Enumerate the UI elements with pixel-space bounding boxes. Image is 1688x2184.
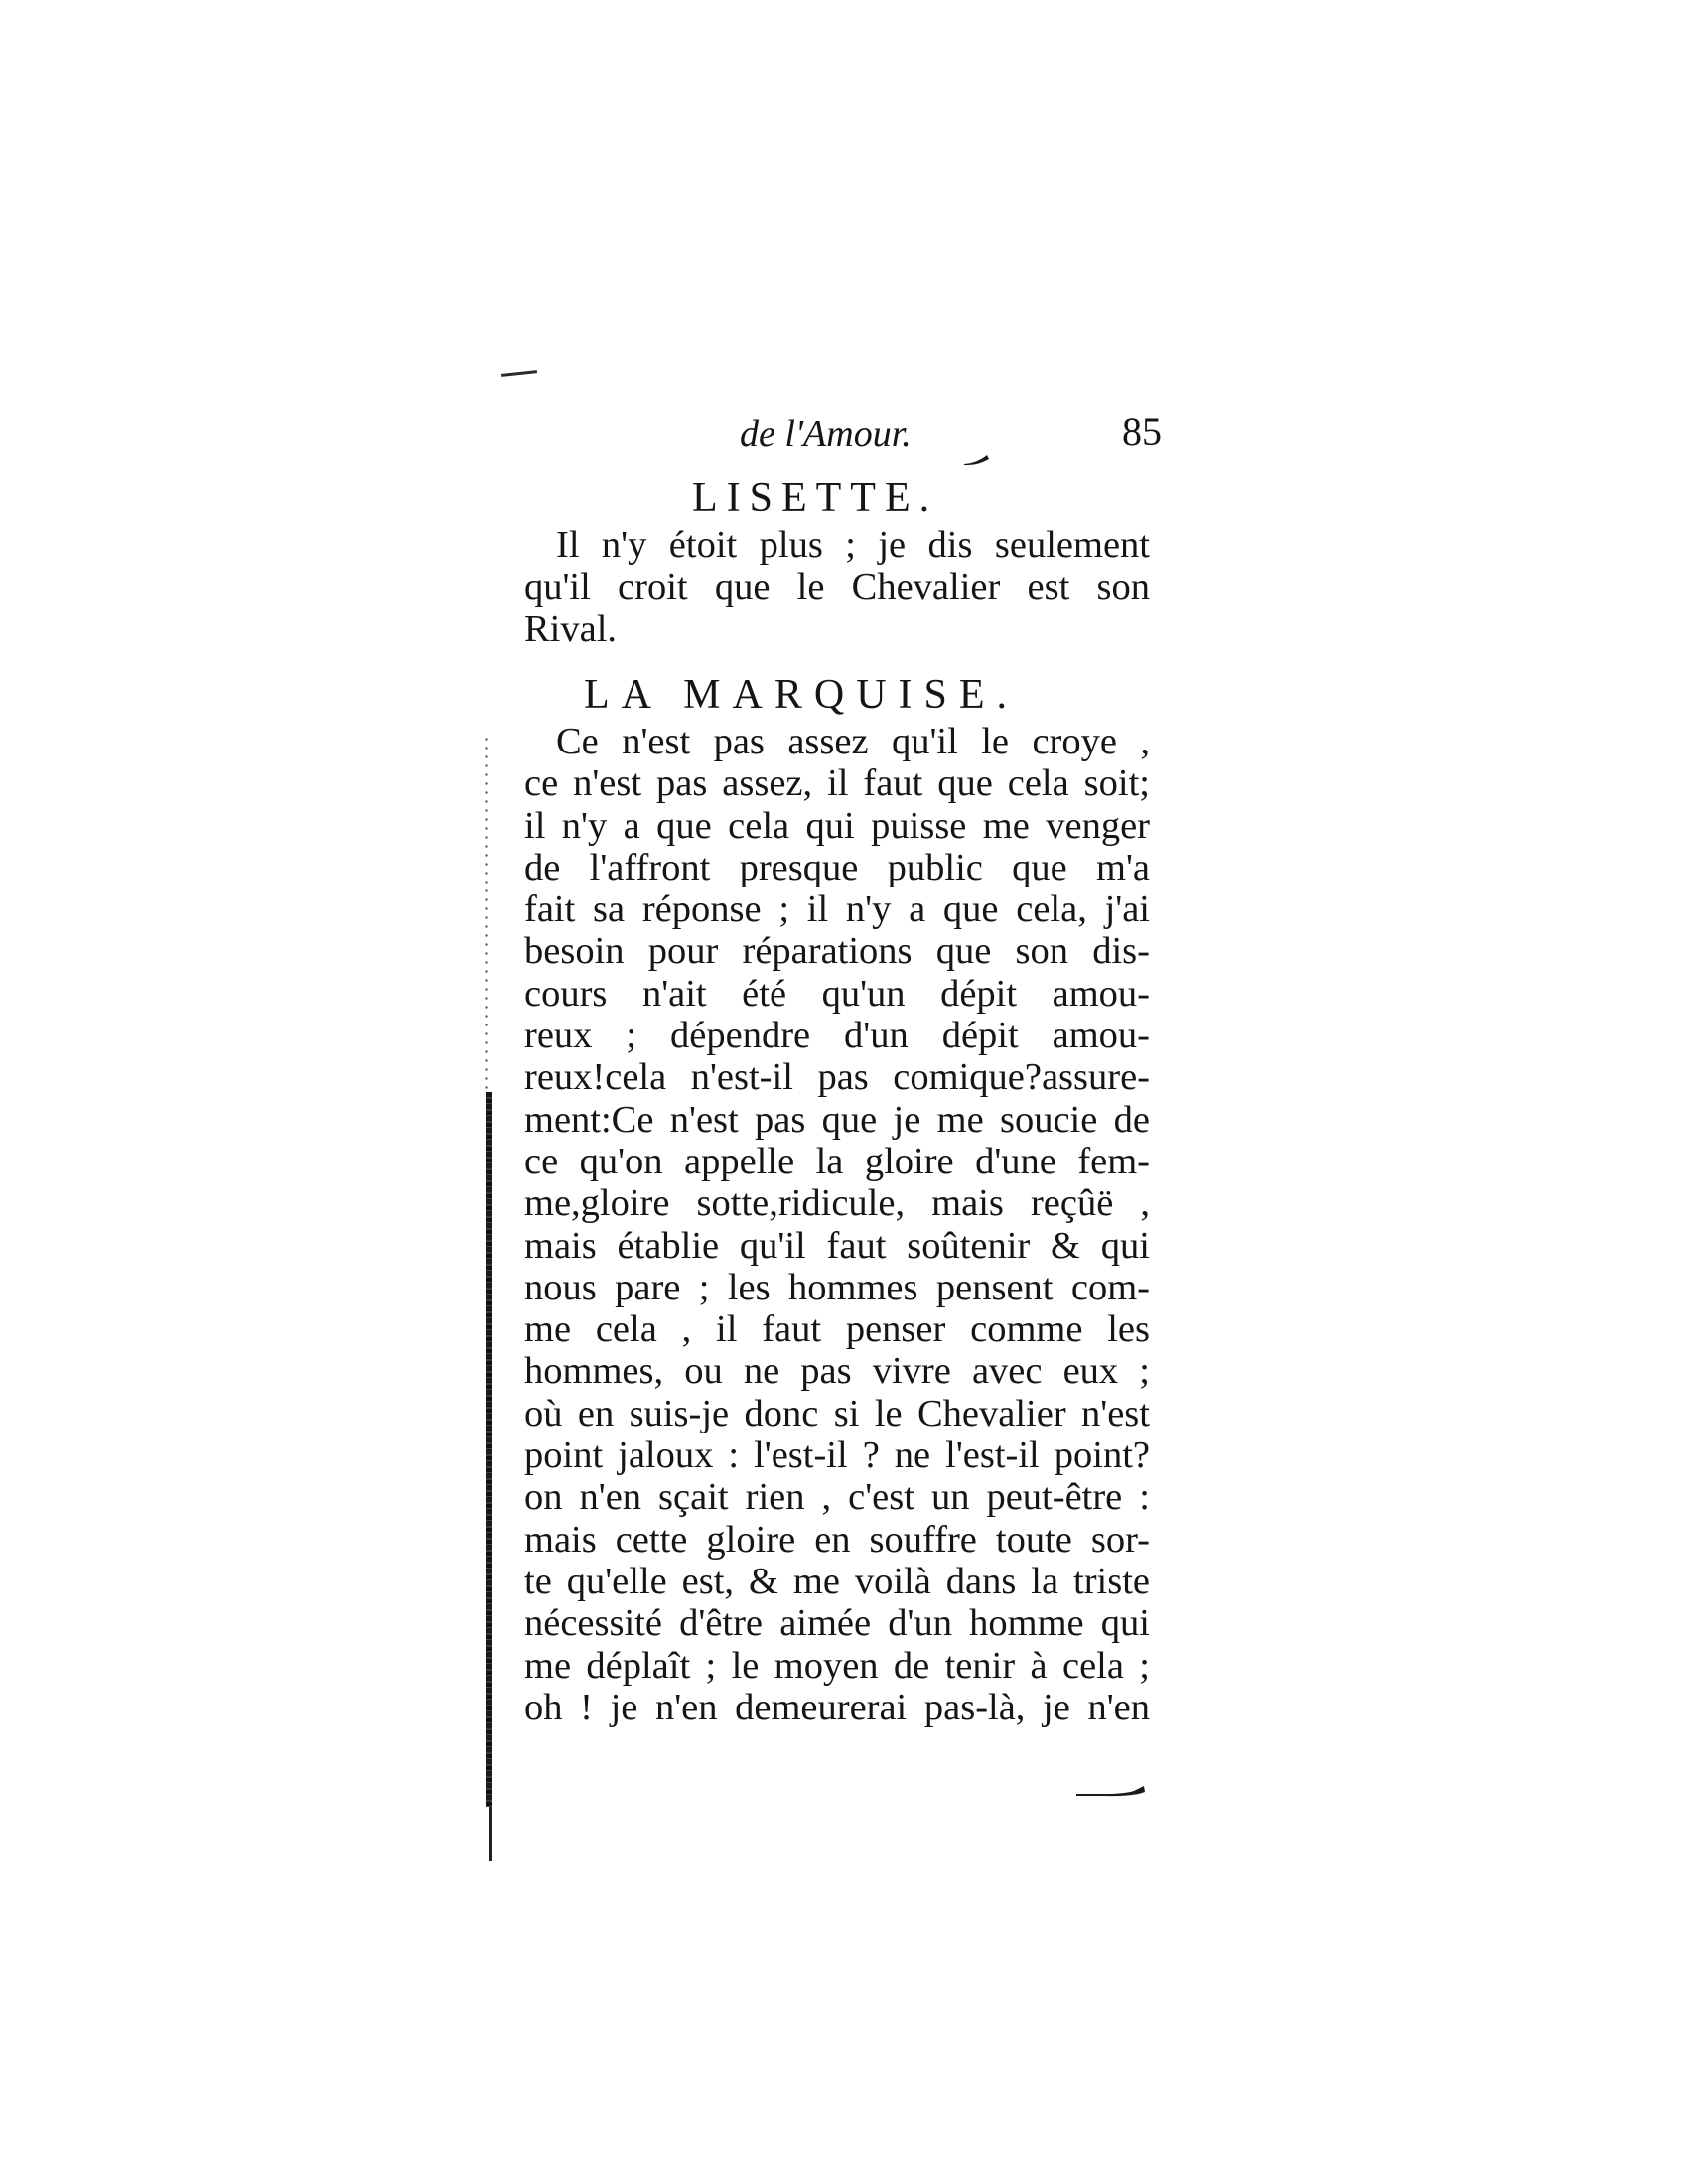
speaker-marquise: LA MARQUISE.	[584, 672, 1020, 718]
text-line: ment:Ce n'est pas que je me soucie de	[524, 1098, 1150, 1141]
text-line: besoin pour réparations que son dis-	[524, 930, 1150, 973]
text-line: hommes, ou ne pas vivre avec eux ;	[524, 1350, 1150, 1393]
text-line: fait sa réponse ; il n'y a que cela, j'ai	[524, 888, 1150, 931]
text-line: reux!cela n'est-il pas comique?assure-	[524, 1056, 1150, 1099]
text-line: qu'il croit que le Chevalier est son	[524, 566, 1150, 609]
gutter-edge	[486, 1092, 492, 1807]
text-line: Rival.	[524, 608, 618, 650]
speech-marquise	[524, 721, 1150, 1728]
text-line: Ce n'est pas assez qu'il le croye ,	[556, 721, 1150, 762]
text-line: mais établie qu'il faut soûtenir & qui	[524, 1224, 1150, 1267]
text-line: mais cette gloire en souffre toute sor-	[524, 1518, 1150, 1561]
page-number: 85	[1122, 409, 1162, 454]
text-line: me déplaît ; le moyen de tenir à cela ;	[524, 1644, 1150, 1687]
text-line: où en suis-je donc si le Chevalier n'est	[524, 1392, 1150, 1434]
catchword-mark	[1074, 1784, 1146, 1798]
text-line: ce n'est pas assez, il faut que cela soit;	[524, 762, 1150, 805]
text-line: cours n'ait été qu'un dépit amou-	[524, 972, 1150, 1015]
ink-mark	[963, 452, 991, 466]
text-line: il n'y a que cela qui puisse me venger	[524, 804, 1150, 847]
text-line: point jaloux : l'est-il ? ne l'est-il point?	[524, 1434, 1150, 1477]
text-line: nous pare ; les hommes pensent com-	[524, 1266, 1150, 1308]
speech-lisette	[524, 524, 1150, 650]
text-line: de l'affront presque public que m'a	[524, 846, 1150, 888]
text-line: nécessité d'être aimée d'un homme qui	[524, 1602, 1150, 1645]
gutter-dots	[485, 735, 488, 1092]
text-line: me,gloire sotte,ridicule, mais reçûë ,	[524, 1182, 1150, 1225]
text-line: reux ; dépendre d'un dépit amou-	[524, 1015, 1150, 1057]
speaker-lisette: LISETTE.	[692, 476, 939, 521]
text-line: te qu'elle est, & me voilà dans la triste	[524, 1560, 1150, 1602]
text-line: on n'en sçait rien , c'est un peut-être :	[524, 1476, 1150, 1519]
running-title: de l'Amour.	[740, 413, 912, 455]
text-line: Il n'y étoit plus ; je dis seulement	[556, 524, 1150, 566]
text-line: me cela , il faut penser comme les	[524, 1308, 1150, 1351]
running-head	[526, 409, 1162, 472]
gutter-edge-end	[489, 1807, 492, 1861]
text-line: oh ! je n'en demeurerai pas-là, je n'en	[524, 1686, 1150, 1728]
text-line: ce qu'on appelle la gloire d'une fem-	[524, 1140, 1150, 1182]
scan-mark	[501, 370, 537, 377]
